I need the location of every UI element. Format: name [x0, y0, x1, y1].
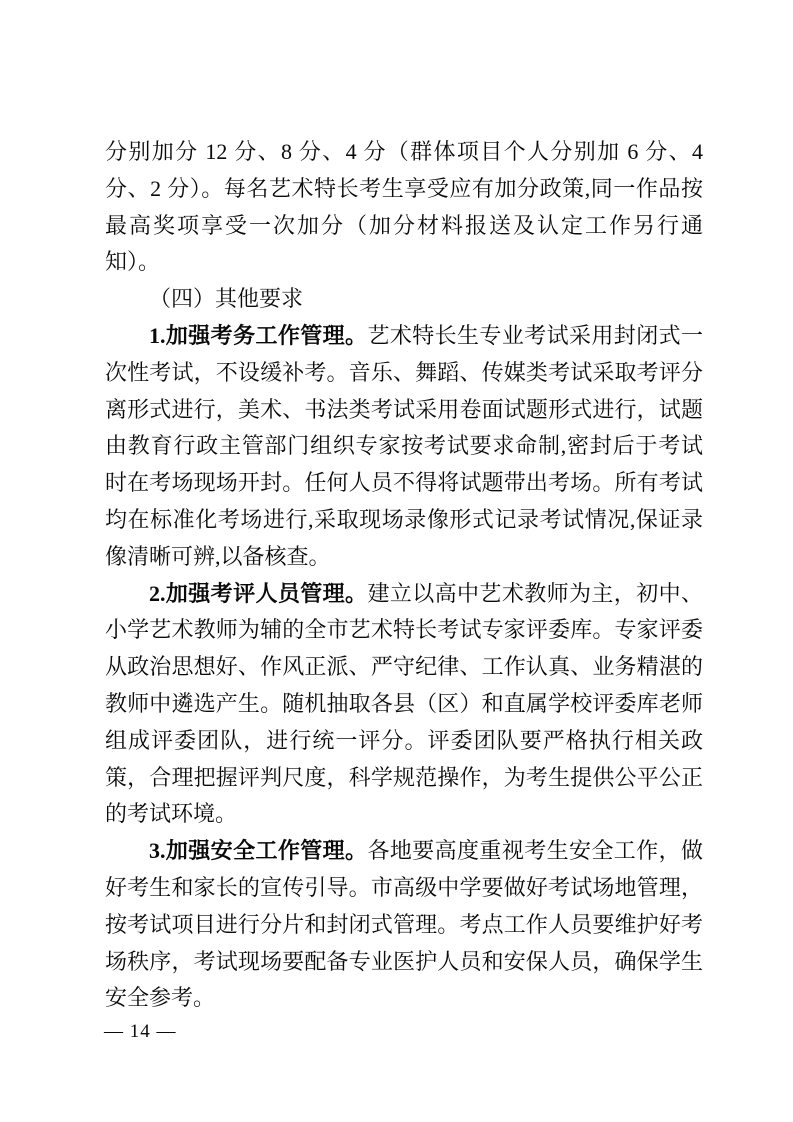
item-3-body: 各地要高度重视考生安全工作，做好考生和家长的宣传引导。市高级中学要做好考试场地管理，按考试项目进行分片和封闭式管理。考点工作人员要维护好考场秩序，考试现场要配备专业医护人员和安保人员，确保学生安全参考。 — [105, 838, 703, 1011]
paragraph-item-2 — [105, 576, 703, 834]
page-number: — 14 — — [104, 1021, 177, 1042]
paragraph-item-3 — [105, 833, 703, 1017]
paragraph-item-1 — [105, 318, 703, 576]
item-2-lead: 2.加强考评人员管理。 — [149, 580, 368, 606]
item-2-body: 建立以高中艺术教师为主，初中、小学艺术教师为辅的全市艺术特长考试专家评委库。专家评委从政治思想好、作风正派、严守纪律、工作认真、业务精湛的教师中遴选产生。随机抽取各县（区）和直属学校评委库老师组成评委团队，进行统一评分。评委团队要严格执行相关政策，合理把握评判尺度，科学规范操作，为考生提供公平公正的考试环境。 — [105, 580, 703, 827]
document-body — [105, 134, 703, 1017]
item-1-body: 艺术特长生专业考试采用封闭式一次性考试，不设缓补考。音乐、舞蹈、传媒类考试采取考评分离形式进行，美术、书法类考试采用卷面试题形式进行，试题由教育行政主管部门组织专家按考试要求命制,密封后于考试时在考场现场开封。任何人员不得将试题带出考场。所有考试均在标准化考场进行,采取现场录像形式记录考试情况,保证录像清晰可辨,以备核查。 — [105, 322, 703, 569]
item-1-lead: 1.加强考务工作管理。 — [149, 322, 368, 348]
section-heading: （四）其他要求 — [149, 286, 304, 312]
paragraph-continuation: 分别加分 12 分、8 分、4 分（群体项目个人分别加 6 分、4 分、2 分）。每名艺术特长考生享受应有加分政策,同一作品按最高奖项享受一次加分（加分材料报送及认定工作另行通知）。 — [105, 139, 703, 275]
item-3-lead: 3.加强安全工作管理。 — [149, 838, 368, 864]
